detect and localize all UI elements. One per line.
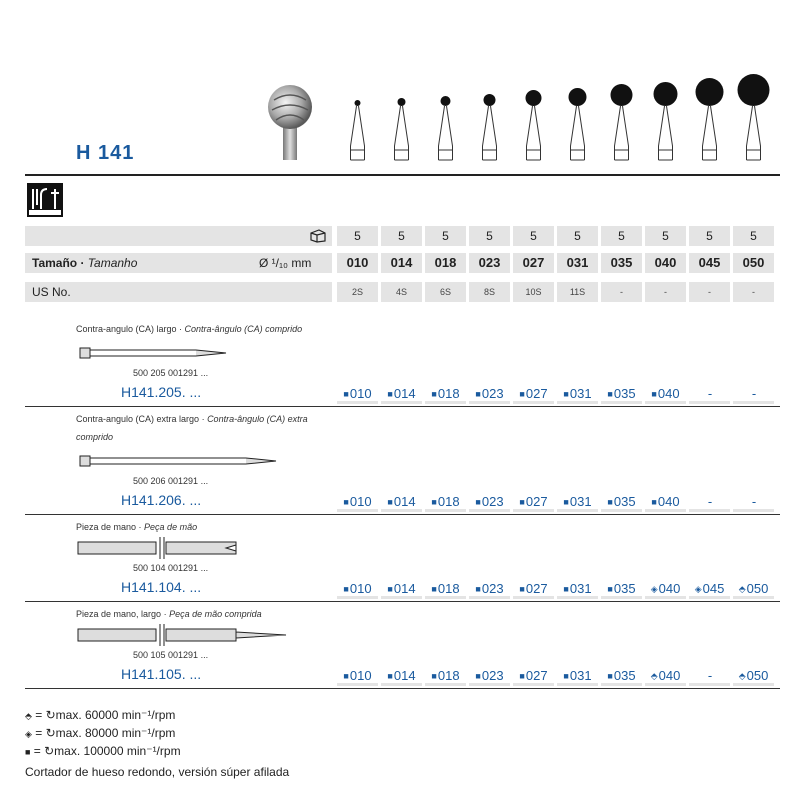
speed-icon: ⬘ [25,711,32,721]
order-cell-value: 018 [437,494,460,509]
speed-icon: ■ [607,497,613,507]
sizes-cell: 040 [645,253,686,273]
order-cell-value: 018 [437,581,460,596]
order-cell[interactable] [337,492,378,512]
speed-icon: ■ [343,389,349,399]
order-cell[interactable] [601,666,642,686]
packing-cell: 5 [337,226,378,246]
sizes-cell: 027 [513,253,554,273]
bur-illustrations [250,70,790,170]
small-bur-045 [696,78,724,160]
order-cell[interactable] [469,666,510,686]
speed-icon: ⬘ [738,671,746,681]
sizes-cell: 050 [733,253,774,273]
packing-cell: 5 [689,226,730,246]
packing-cell: 5 [469,226,510,246]
speed-icon: ■ [387,497,393,507]
order-cell[interactable] [557,492,598,512]
legend [25,707,289,779]
order-cell-value: 040 [657,494,680,509]
legend-row: ◈ = ↻max. 80000 min⁻¹/rpm [25,726,176,740]
order-cell[interactable] [601,384,642,404]
order-cell[interactable] [557,384,598,404]
order-cell[interactable] [733,492,774,512]
usno-cell: - [645,282,686,302]
speed-icon: ◈ [25,729,32,739]
order-cell-value: 014 [393,668,416,683]
speed-icon: ■ [563,671,569,681]
packing-cell: 5 [733,226,774,246]
order-cell-value: 018 [437,668,460,683]
usno-cell: 8S [469,282,510,302]
speed-icon: ■ [387,584,393,594]
speed-icon: ■ [431,584,437,594]
section-rule [25,601,780,602]
usno-cell: - [689,282,730,302]
speed-icon: ■ [519,497,525,507]
usno-cell: 2S [337,282,378,302]
order-cell-value: 027 [525,386,548,401]
small-bur-027 [526,90,542,160]
small-burs-row [351,74,770,160]
usno-cell: 11S [557,282,598,302]
usno-label: US No. [32,285,71,299]
order-number: H141.104. ... [121,579,202,595]
order-cell[interactable] [469,579,510,599]
order-cell[interactable] [513,384,554,404]
caption: Cortador de hueso redondo, versión súper afilada [25,765,290,779]
order-cell-value: 010 [349,386,372,401]
order-cell-value: - [707,494,713,509]
speed-icon: ■ [607,671,613,681]
order-cell[interactable] [425,579,466,599]
small-bur-031 [569,88,587,160]
order-cell[interactable] [381,492,422,512]
order-cell-value: - [751,386,757,401]
order-cell[interactable] [513,579,554,599]
order-cell-value: 050 [746,581,769,596]
speed-icon: ■ [387,389,393,399]
order-cell-value: 023 [481,494,504,509]
instrument-drawing [76,450,296,472]
sizes-cell: 035 [601,253,642,273]
order-cell[interactable] [645,384,686,404]
sizes-cell: 045 [689,253,730,273]
speed-icon: ■ [387,671,393,681]
order-cell[interactable] [557,579,598,599]
order-cell[interactable] [733,666,774,686]
order-cell[interactable] [513,492,554,512]
order-cell[interactable] [469,492,510,512]
section-description: Contra-angulo (CA) extra largo · Contra-ângulo (CA) extra comprido [76,414,308,442]
order-cell[interactable] [513,666,554,686]
sizes-cell: 010 [337,253,378,273]
speed-icon: ⬘ [650,671,658,681]
small-bur-023 [483,94,497,160]
order-cell[interactable] [601,492,642,512]
order-cell-value: 014 [393,581,416,596]
speed-icon: ■ [475,584,481,594]
small-bur-050 [738,74,770,160]
speed-icon: ■ [519,671,525,681]
speed-icon: ■ [563,584,569,594]
order-cell-value: 035 [613,386,636,401]
section-rule [25,514,780,515]
order-cell-value: 035 [613,668,636,683]
large-bur-image [268,85,312,160]
usno-cell: 10S [513,282,554,302]
order-cell[interactable] [733,384,774,404]
order-cell-value: 027 [525,494,548,509]
order-cell[interactable] [645,579,686,599]
instrument-drawing [76,624,296,646]
order-cell-value: 031 [569,668,592,683]
order-number: H141.105. ... [121,666,202,682]
speed-icon: ■ [651,389,657,399]
order-cell[interactable] [425,492,466,512]
sizes-cell: 018 [425,253,466,273]
order-cell[interactable] [689,384,730,404]
sizes-cell: 023 [469,253,510,273]
section-description: Contra-angulo (CA) largo · Contra-ângulo (CA) comprido [76,324,303,334]
speed-icon: ⬘ [738,584,746,594]
packing-cell: 5 [425,226,466,246]
order-cell-value: - [707,668,713,683]
speed-icon: ■ [475,389,481,399]
reference-number: 500 105 001291 ... [133,650,209,660]
order-cell[interactable] [425,384,466,404]
section-description: Pieza de mano, largo · Peça de mão comprida [76,609,262,619]
order-cell-value: 018 [437,386,460,401]
order-cell-value: 027 [525,668,548,683]
order-cell-value: 010 [349,494,372,509]
order-cell-value: 045 [702,581,725,596]
order-cell[interactable] [557,666,598,686]
usno-cell: - [733,282,774,302]
speed-icon: ■ [651,497,657,507]
order-cell[interactable] [469,384,510,404]
packing-cell: 5 [557,226,598,246]
usno-cell: 6S [425,282,466,302]
sizes-label: Tamaño · Tamanho [32,256,138,270]
order-number: H141.206. ... [121,492,202,508]
order-cell-value: 010 [349,581,372,596]
section-rule [25,688,780,689]
sizes-cell: 014 [381,253,422,273]
usno-band [25,282,332,302]
order-cell-value: 027 [525,581,548,596]
page-title: H 141 [76,142,135,164]
order-cell[interactable] [337,384,378,404]
order-cell[interactable] [645,666,686,686]
top-rule [25,174,780,176]
packing-band [25,226,332,246]
small-bur-014 [395,98,409,160]
order-cell-value: 040 [658,668,681,683]
order-cell-value: 023 [481,386,504,401]
section-description: Pieza de mano · Peça de mão [76,522,198,532]
order-cell-value: 040 [657,386,680,401]
order-cell[interactable] [337,579,378,599]
speed-icon: ◈ [650,584,658,594]
order-cell[interactable] [381,579,422,599]
order-cell[interactable] [645,492,686,512]
order-cell-value: 010 [349,668,372,683]
order-cell[interactable] [601,579,642,599]
speed-icon: ■ [25,747,31,757]
order-cell-value: - [707,386,713,401]
speed-icon: ■ [431,671,437,681]
packing-cell: 5 [645,226,686,246]
speed-icon: ■ [563,497,569,507]
reference-number: 500 205 001291 ... [133,368,209,378]
packing-cell: 5 [381,226,422,246]
order-cell-value: 031 [569,494,592,509]
small-bur-018 [439,96,453,160]
order-cell-value: 031 [569,581,592,596]
order-cell-value: 014 [393,494,416,509]
legend-row: ■ = ↻max. 100000 min⁻¹/rpm [25,744,181,758]
instrument-drawing [76,537,296,559]
order-cell-value: 050 [746,668,769,683]
speed-icon: ■ [475,671,481,681]
order-cell-value: 040 [658,581,681,596]
sizes-cell: 031 [557,253,598,273]
instrument-drawing [76,342,296,364]
speed-icon: ■ [563,389,569,399]
order-number: H141.205. ... [121,384,202,400]
section-rule [25,406,780,407]
order-cell[interactable] [381,666,422,686]
order-cell-value: 031 [569,386,592,401]
speed-icon: ■ [475,497,481,507]
order-cell-value: 035 [613,581,636,596]
reference-number: 500 206 001291 ... [133,476,209,486]
speed-icon: ■ [343,497,349,507]
logo-icon [27,183,63,217]
order-cell[interactable] [689,579,730,599]
order-cell[interactable] [337,666,378,686]
order-cell[interactable] [689,492,730,512]
small-bur-035 [611,84,633,160]
speed-icon: ■ [431,389,437,399]
packing-cell: 5 [513,226,554,246]
usno-cell: 4S [381,282,422,302]
speed-icon: ■ [519,389,525,399]
order-cell-value: 035 [613,494,636,509]
speed-icon: ■ [431,497,437,507]
speed-icon: ■ [607,584,613,594]
sizes-unit: Ø ¹/₁₀ mm [259,256,312,270]
package-icon [309,229,327,243]
order-cell[interactable] [733,579,774,599]
order-cell-value: 023 [481,668,504,683]
small-bur-010 [351,100,365,160]
speed-icon: ■ [343,671,349,681]
speed-icon: ■ [607,389,613,399]
order-cell-value: 014 [393,386,416,401]
speed-icon: ◈ [694,584,702,594]
speed-icon: ■ [343,584,349,594]
order-cell[interactable] [381,384,422,404]
legend-row: ⬘ = ↻max. 60000 min⁻¹/rpm [25,708,176,722]
order-cell-value: 023 [481,581,504,596]
packing-cell: 5 [601,226,642,246]
small-bur-040 [654,82,678,160]
order-cell[interactable] [425,666,466,686]
order-cell[interactable] [689,666,730,686]
speed-icon: ■ [519,584,525,594]
order-cell-value: - [751,494,757,509]
reference-number: 500 104 001291 ... [133,563,209,573]
usno-cell: - [601,282,642,302]
